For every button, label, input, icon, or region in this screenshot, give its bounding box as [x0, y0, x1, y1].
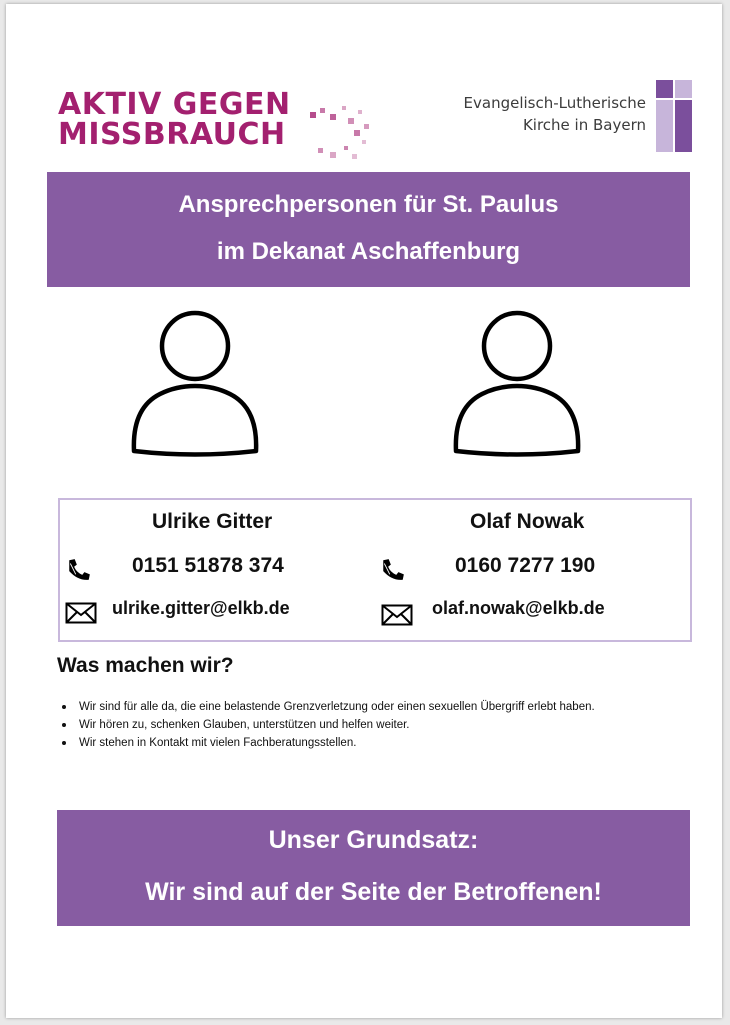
contact-email[interactable]: olaf.nowak@elkb.de: [432, 598, 605, 618]
elkb-cross-icon: [656, 80, 692, 152]
contact-phone[interactable]: 0160 7277 190: [455, 554, 596, 577]
elkb-logo: [442, 80, 692, 152]
contact-email[interactable]: ulrike.gitter@elkb.de: [112, 598, 290, 618]
title-line1: Ansprechpersonen für St. Paulus: [178, 191, 559, 218]
list-item: Wir hören zu, schenken Glauben, unterstützen und helfen weiter.: [57, 716, 657, 734]
contact-name: Ulrike Gitter: [152, 510, 273, 533]
motto-line2: Wir sind auf der Seite der Betroffenen!: [145, 878, 602, 906]
logo-text-line1: AKTIV GEGEN: [58, 87, 291, 122]
contact-table: [58, 498, 692, 642]
motto-line1: Unser Grundsatz:: [268, 826, 479, 854]
phone-icon: [380, 557, 406, 583]
contact-phone[interactable]: 0151 51878 374: [132, 554, 284, 577]
bullet-list: [57, 698, 657, 752]
person-icon: [130, 308, 260, 458]
person-icon: [452, 308, 582, 458]
motto-banner: [57, 810, 690, 926]
logo-text-line2: MISSBRAUCH: [58, 117, 286, 152]
document-page: [6, 4, 722, 1018]
list-item: Wir stehen in Kontakt mit vielen Fachberatungsstellen.: [57, 734, 657, 752]
elkb-text-line1: Evangelisch-Lutherische: [463, 94, 646, 112]
envelope-icon: [381, 604, 413, 626]
aktiv-gegen-missbrauch-logo: [58, 87, 378, 160]
title-banner: [47, 172, 690, 287]
envelope-icon: [65, 602, 97, 624]
phone-icon: [66, 557, 92, 583]
list-item: Wir sind für alle da, die eine belastende Grenzverletzung oder einen sexuellen Übergriff erlebt haben.: [57, 698, 657, 716]
contact-name: Olaf Nowak: [470, 510, 585, 533]
section-heading: Was machen wir?: [57, 654, 234, 677]
title-line2: im Dekanat Aschaffenburg: [216, 238, 521, 265]
elkb-text-line2: Kirche in Bayern: [522, 116, 646, 134]
